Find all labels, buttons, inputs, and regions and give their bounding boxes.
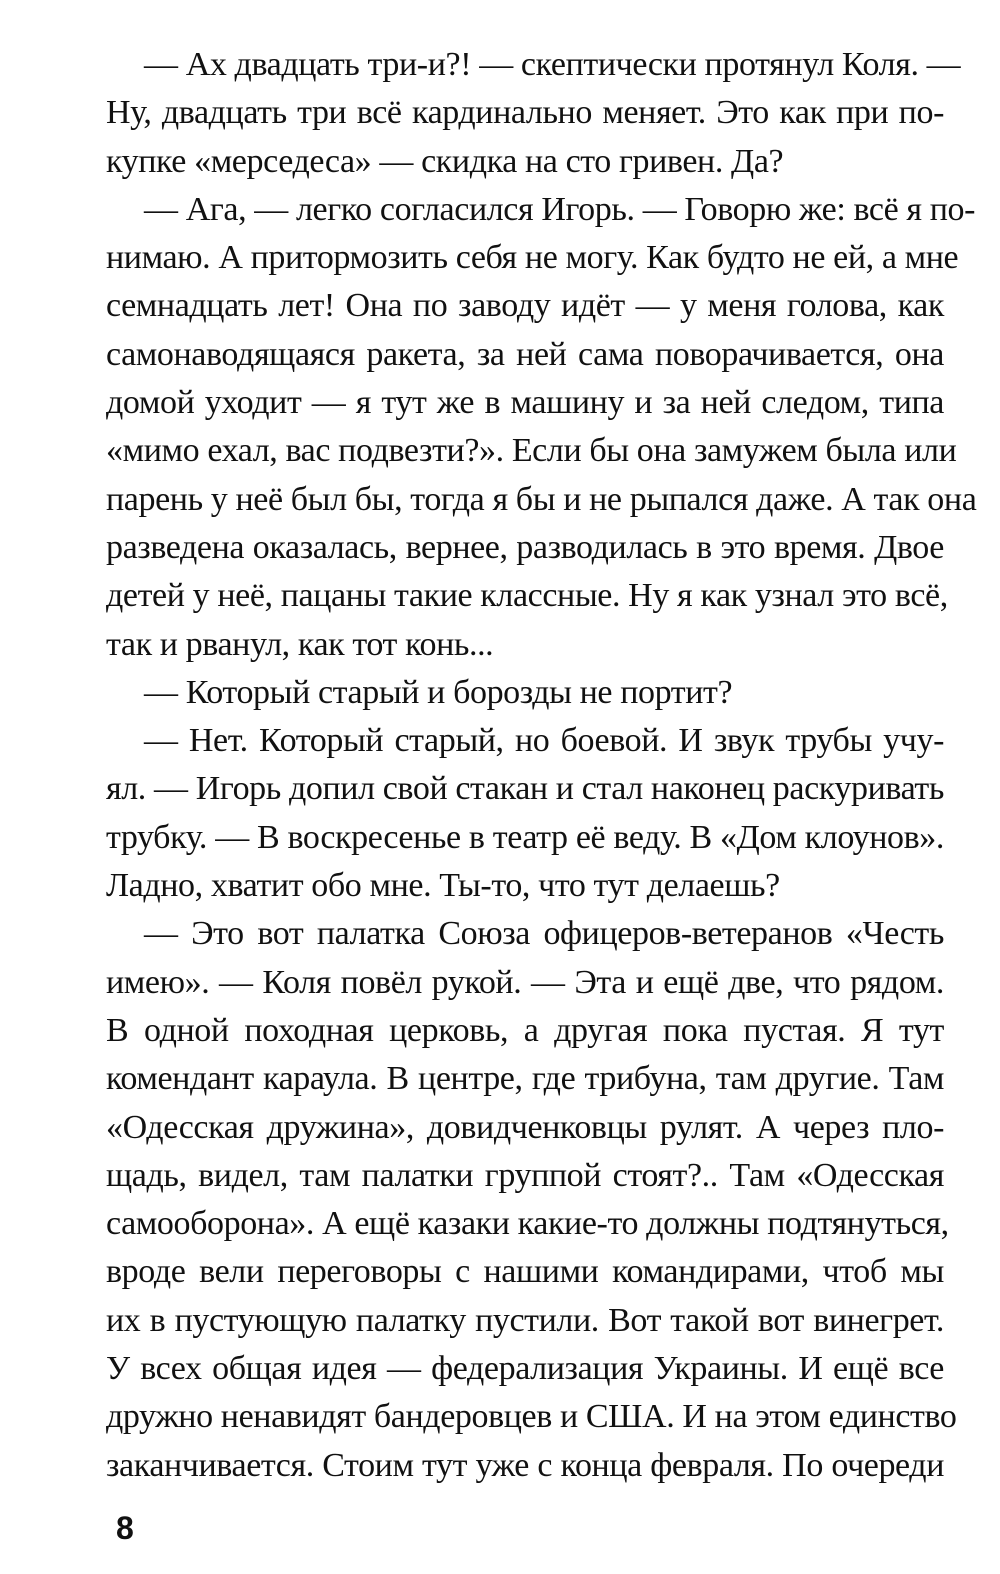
text-line: трубку. — В воскресенье в театр её веду. В «Дом клоунов». bbox=[106, 818, 944, 856]
text-line: Ладно, хватит обо мне. Ты-то, что тут делаешь? bbox=[106, 867, 780, 905]
text-line: разведена оказалась, вернее, разводилась в это время. Двое bbox=[106, 528, 944, 566]
text-line: так и рванул, как тот конь... bbox=[106, 625, 494, 663]
text-line: В одной походная церковь, а другая пока пустая. Я тут bbox=[106, 1011, 944, 1049]
text-line: самооборона». А ещё казаки какие-то должны подтянуться, bbox=[106, 1205, 949, 1243]
text-line: самонаводящаяся ракета, за ней сама поворачивается, она bbox=[106, 335, 944, 373]
text-line: детей у неё, пацаны такие классные. Ну я как узнал это всё, bbox=[106, 577, 948, 615]
text-line: вроде вели переговоры с нашими командирами, чтоб мы bbox=[106, 1253, 944, 1291]
text-line: — Ах двадцать три-и?! — скептически протянул Коля. — bbox=[144, 46, 961, 83]
text-line: У всех общая идея — федерализация Украины. И ещё все bbox=[106, 1350, 944, 1388]
text-line: щадь, видел, там палатки группой стоят?.. Там «Одесская bbox=[106, 1156, 944, 1194]
text-line: их в пустующую палатку пустили. Вот такой вот винегрет. bbox=[106, 1301, 944, 1339]
text-line: — Который старый и борозды не портит? bbox=[144, 673, 733, 711]
text-line: парень у неё был бы, тогда я бы и не рыпался даже. А так она bbox=[106, 480, 977, 518]
text-line: домой уходит — я тут же в машину и за ней следом, типа bbox=[106, 384, 944, 422]
text-line: ял. — Игорь допил свой стакан и стал наконец раскуривать bbox=[106, 770, 944, 808]
text-line: нимаю. А притормозить себя не могу. Как будто не ей, а мне bbox=[106, 239, 959, 277]
text-line: купке «мерседеса» — скидка на сто гривен. Да? bbox=[106, 142, 784, 180]
text-line: «мимо ехал, вас подвезти?». Если бы она замужем была или bbox=[106, 432, 957, 470]
text-line: — Нет. Который старый, но боевой. И звук трубы учу- bbox=[144, 722, 944, 760]
text-line: имею». — Коля повёл рукой. — Эта и ещё две, что рядом. bbox=[106, 963, 944, 1001]
text-line: семнадцать лет! Она по заводу идёт — у меня голова, как bbox=[106, 287, 944, 325]
text-line: Ну, двадцать три всё кардинально меняет. Это как при по- bbox=[106, 94, 944, 132]
text-line: — Ага, — легко согласился Игорь. — Говорю же: всё я по- bbox=[144, 190, 976, 228]
text-line: заканчивается. Стоим тут уже с конца февраля. По очереди bbox=[106, 1446, 944, 1484]
text-line: — Это вот палатка Союза офицеров-ветеранов «Честь bbox=[144, 915, 944, 953]
body-text bbox=[106, 41, 977, 1490]
text-line: «Одесская дружина», довидченковцы рулят. А через пло- bbox=[106, 1108, 944, 1146]
text-line: дружно ненавидят бандеровцев и США. И на этом единство bbox=[106, 1398, 957, 1436]
page-number: 8 bbox=[116, 1510, 134, 1546]
text-line: комендант караула. В центре, где трибуна, там другие. Там bbox=[106, 1060, 944, 1098]
